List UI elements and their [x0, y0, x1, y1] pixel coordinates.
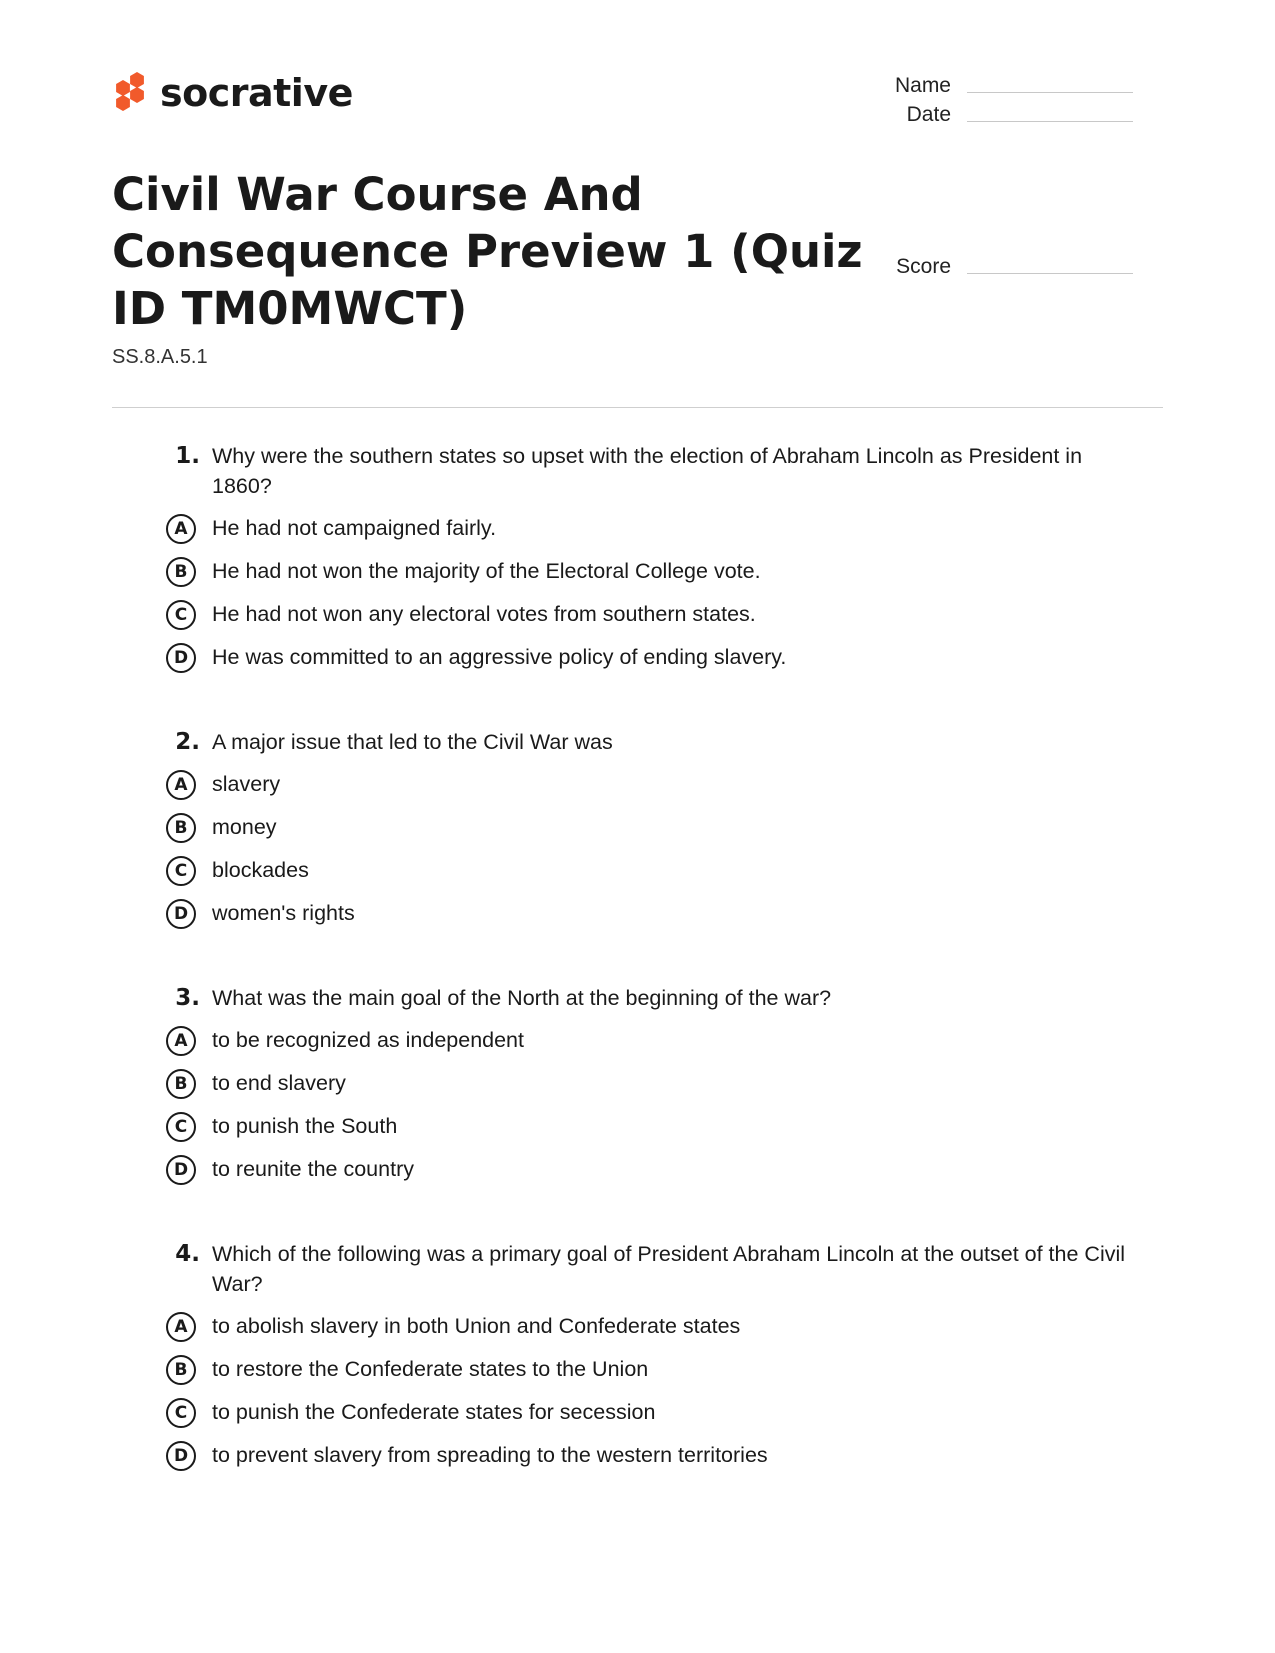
answer-option-a[interactable] — [166, 763, 1126, 806]
hexagon-cluster-icon — [112, 72, 148, 118]
option-text: money — [212, 815, 277, 839]
option-letter-circle[interactable]: C — [166, 1112, 196, 1142]
answer-option-d[interactable] — [166, 1434, 1126, 1477]
question-2 — [166, 727, 1126, 935]
name-field[interactable] — [831, 74, 1133, 98]
socrative-logo — [112, 72, 353, 118]
date-label: Date — [906, 103, 951, 126]
option-letter-circle[interactable]: A — [166, 770, 196, 800]
option-letter-circle[interactable]: A — [166, 514, 196, 544]
option-letter-circle[interactable]: B — [166, 557, 196, 587]
answer-options — [166, 1019, 1126, 1191]
answer-option-c[interactable] — [166, 593, 1126, 636]
answer-option-c[interactable] — [166, 1105, 1126, 1148]
question-number: 4. — [175, 1241, 200, 1267]
answer-options — [166, 1305, 1126, 1477]
option-text: He had not won the majority of the Electoral College vote. — [212, 559, 761, 583]
answer-options — [166, 507, 1126, 679]
answer-option-a[interactable] — [166, 1019, 1126, 1062]
answer-options — [166, 763, 1126, 935]
header-divider — [112, 407, 1163, 408]
answer-option-d[interactable] — [166, 1148, 1126, 1191]
standard-code: SS.8.A.5.1 — [112, 346, 208, 368]
option-letter-circle[interactable]: D — [166, 643, 196, 673]
date-field[interactable] — [831, 103, 1133, 127]
option-text: to punish the Confederate states for secession — [212, 1400, 656, 1424]
option-text: to be recognized as independent — [212, 1028, 524, 1052]
date-line[interactable] — [967, 120, 1133, 122]
option-letter-circle[interactable]: C — [166, 1398, 196, 1428]
question-number: 2. — [175, 729, 200, 755]
answer-option-b[interactable] — [166, 1348, 1126, 1391]
option-text: He had not won any electoral votes from southern states. — [212, 602, 756, 626]
answer-option-b[interactable] — [166, 550, 1126, 593]
answer-option-a[interactable] — [166, 507, 1126, 550]
quiz-title: Civil War Course And Consequence Preview 1 (Quiz ID TM0MWCT) — [112, 168, 863, 335]
answer-option-c[interactable] — [166, 1391, 1126, 1434]
option-text: to abolish slavery in both Union and Confederate states — [212, 1314, 741, 1338]
question-4 — [166, 1239, 1126, 1477]
option-letter-circle[interactable]: B — [166, 1069, 196, 1099]
option-letter-circle[interactable]: A — [166, 1312, 196, 1342]
question-text: What was the main goal of the North at the beginning of the war? — [212, 986, 832, 1010]
question-3 — [166, 983, 1126, 1191]
question-text: A major issue that led to the Civil War was — [212, 730, 613, 754]
option-letter-circle[interactable]: C — [166, 600, 196, 630]
answer-option-c[interactable] — [166, 849, 1126, 892]
option-text: to prevent slavery from spreading to the western territories — [212, 1443, 768, 1467]
score-label: Score — [896, 255, 951, 278]
name-label: Name — [894, 74, 951, 97]
answer-option-b[interactable] — [166, 806, 1126, 849]
option-text: blockades — [212, 858, 309, 882]
option-letter-circle[interactable]: B — [166, 1355, 196, 1385]
answer-option-d[interactable] — [166, 892, 1126, 935]
option-letter-circle[interactable]: C — [166, 856, 196, 886]
answer-option-b[interactable] — [166, 1062, 1126, 1105]
logo-text: socrative — [160, 71, 353, 115]
option-text: to end slavery — [212, 1071, 346, 1095]
option-text: slavery — [212, 772, 281, 796]
question-text: Which of the following was a primary goal of President Abraham Lincoln at the outset of the Civil War? — [212, 1242, 1126, 1296]
option-text: to restore the Confederate states to the Union — [212, 1357, 649, 1381]
option-letter-circle[interactable]: B — [166, 813, 196, 843]
option-letter-circle[interactable]: D — [166, 1441, 196, 1471]
option-letter-circle[interactable]: A — [166, 1026, 196, 1056]
option-text: to punish the South — [212, 1114, 398, 1138]
option-letter-circle[interactable]: D — [166, 899, 196, 929]
option-letter-circle[interactable]: D — [166, 1155, 196, 1185]
question-number: 3. — [175, 985, 200, 1011]
answer-option-a[interactable] — [166, 1305, 1126, 1348]
option-text: He had not campaigned fairly. — [212, 516, 497, 540]
answer-option-d[interactable] — [166, 636, 1126, 679]
option-text: women's rights — [212, 901, 355, 925]
option-text: to reunite the country — [212, 1157, 414, 1181]
question-1 — [166, 441, 1126, 679]
score-line[interactable] — [967, 272, 1133, 274]
option-text: He was committed to an aggressive policy of ending slavery. — [212, 645, 787, 669]
name-line[interactable] — [967, 91, 1133, 93]
question-text: Why were the southern states so upset with the election of Abraham Lincoln as President in 1860? — [212, 444, 1083, 498]
question-number: 1. — [175, 443, 200, 469]
